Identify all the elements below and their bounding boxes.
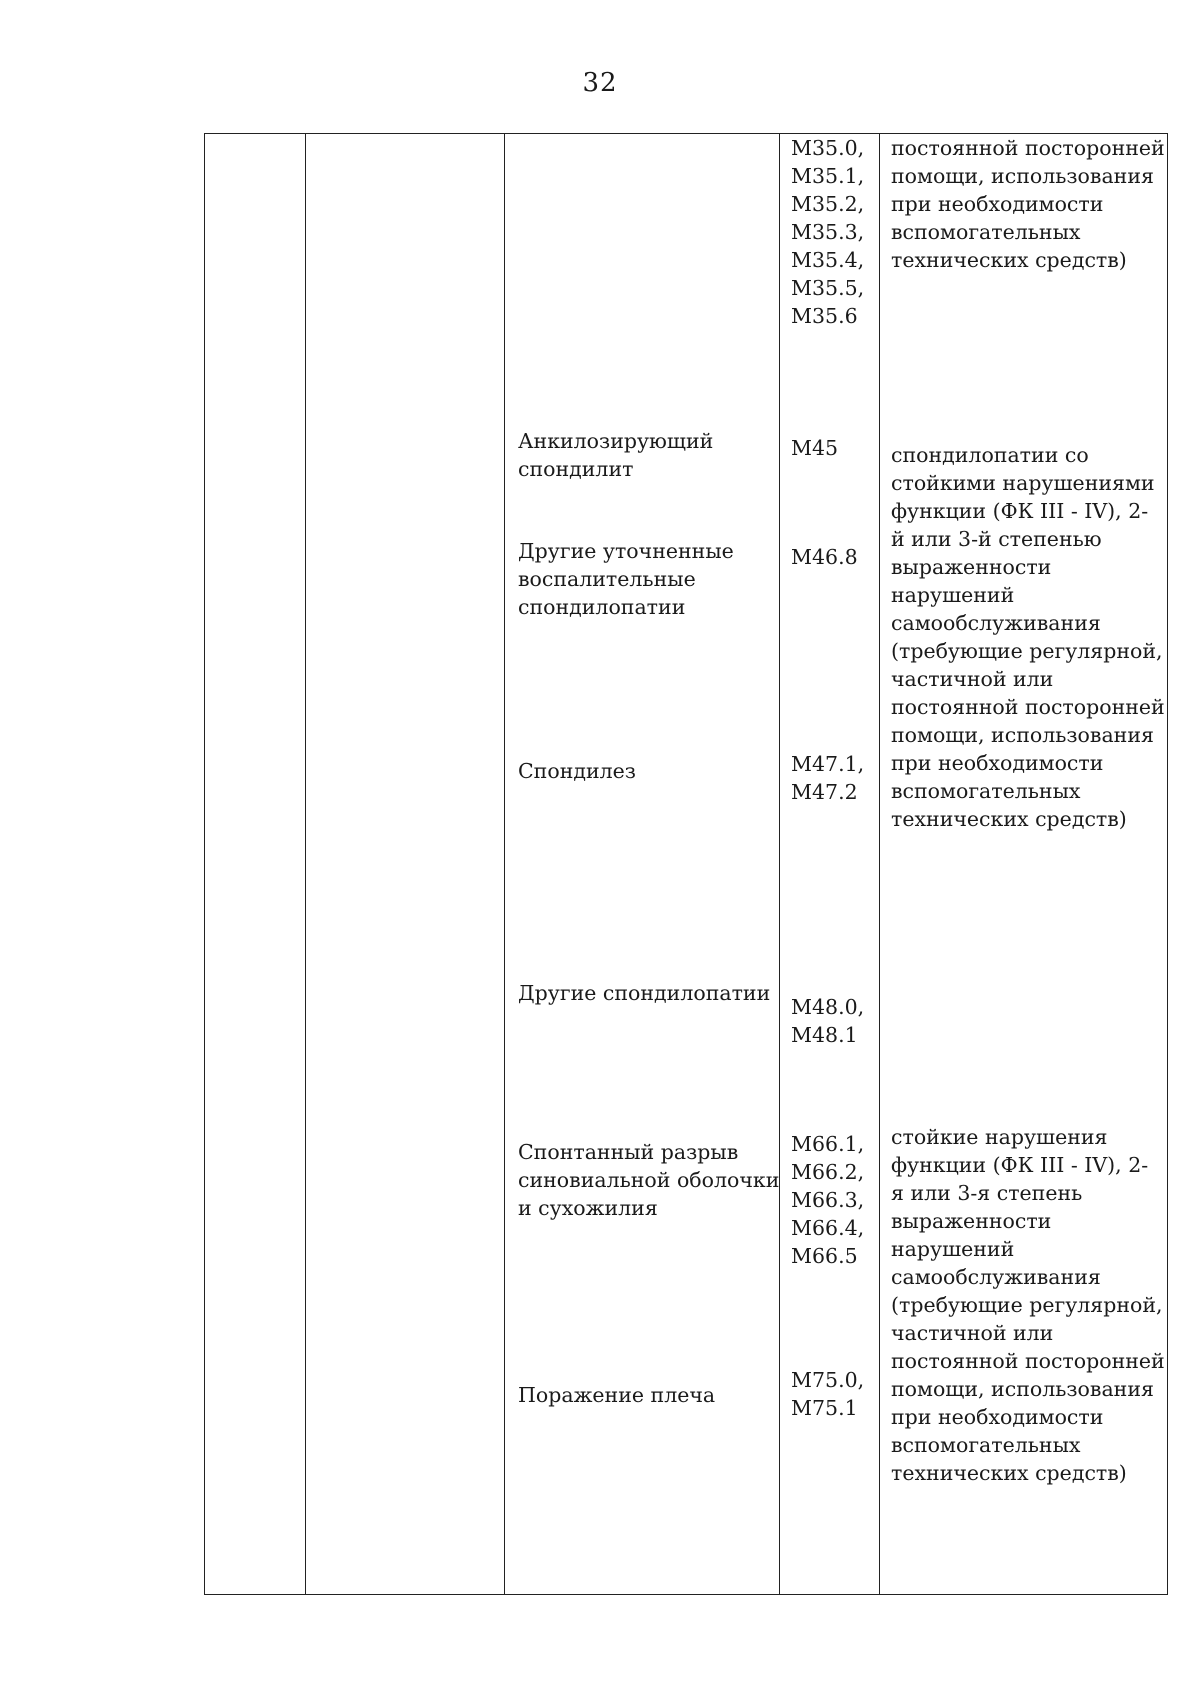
disease-name: Поражение плеча: [518, 1383, 716, 1407]
code-cell: М46.8: [791, 545, 858, 569]
code-cell: М48.0, М48.1: [791, 995, 865, 1047]
disease-name: Другие спондилопатии: [518, 981, 771, 1005]
description-cell: постоянной посторонней помощи, использования при необходимости вспомогательных технических средств): [891, 136, 1165, 272]
column-divider-2: [504, 133, 505, 1595]
disease-name: Спондилез: [518, 759, 636, 783]
code-cell: М45: [791, 436, 839, 460]
description-cell: стойкие нарушения функции (ФК III - IV), 2- я или 3-я степень выраженности нарушений самообслуживания (требующие регулярной, частичной или постоянной посторонней помощи, использования при необходимости вспомогательных технических средств): [891, 1125, 1165, 1485]
column-divider-3: [779, 133, 780, 1595]
description-cell: спондилопатии со стойкими нарушениями функции (ФК III - IV), 2- й или 3-й степенью выраженности нарушений самообслуживания (требующие регулярной, частичной или постоянной посторонней помощи, использования при необходимости вспомогательных технических средств): [891, 443, 1165, 831]
page-number: 32: [582, 68, 618, 98]
column-divider-1: [305, 133, 306, 1595]
code-cell: М35.0, М35.1, М35.2, М35.3, М35.4, М35.5, М35.6: [791, 136, 865, 328]
disease-name: Спонтанный разрыв синовиальной оболочки и сухожилия: [518, 1140, 780, 1220]
code-cell: М66.1, М66.2, М66.3, М66.4, М66.5: [791, 1132, 865, 1268]
code-cell: М75.0, М75.1: [791, 1368, 865, 1420]
code-cell: М47.1, М47.2: [791, 752, 865, 804]
disease-name: Другие уточненные воспалительные спондилопатии: [518, 539, 734, 619]
column-divider-4: [879, 133, 880, 1595]
disease-name: Анкилозирующий спондилит: [518, 429, 714, 481]
